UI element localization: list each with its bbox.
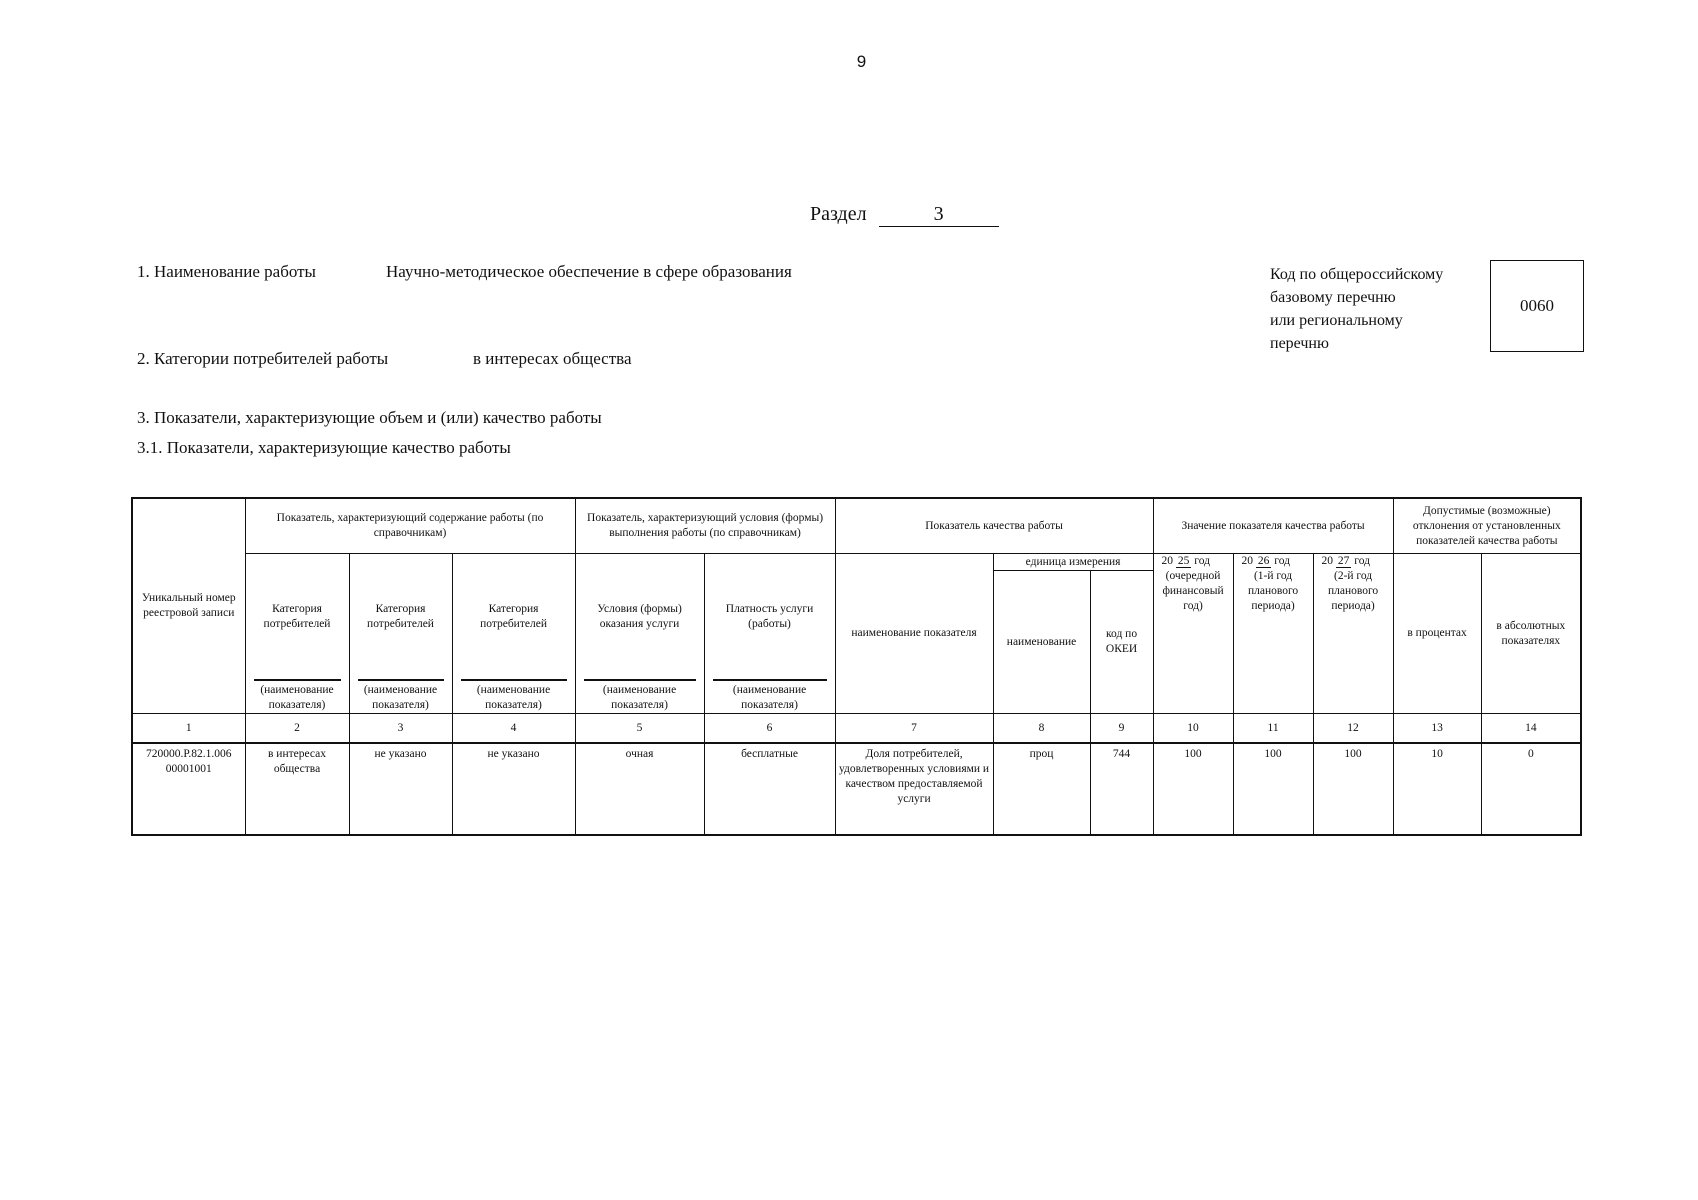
cell-category-2: не указано	[349, 743, 452, 835]
work-name-value: Научно-методическое обеспечение в сфере образования	[386, 262, 792, 281]
category-label: Категория потребителей	[263, 602, 331, 630]
column-number: 9	[1090, 714, 1153, 744]
year-note: (2-й год планового периода)	[1327, 570, 1379, 612]
param-name-caption: (наименование показателя)	[260, 684, 334, 711]
conditions-label: Условия (формы) оказания услуги	[597, 602, 682, 630]
cell-indicator: Доля потребителей, удовлетворенных условиями и качеством предоставляемой услуги	[835, 743, 993, 835]
heading-3: 3. Показатели, характеризующие объем и (или) качество работы	[137, 408, 602, 427]
header-year-1: 20 25 год (очередной финансовый год)	[1153, 554, 1233, 714]
column-number: 14	[1481, 714, 1581, 744]
header-category-1	[245, 554, 349, 714]
year-note: (1-й год планового периода)	[1247, 570, 1299, 612]
cell-payment: бесплатные	[704, 743, 835, 835]
section-title	[810, 203, 999, 227]
column-number: 4	[452, 714, 575, 744]
consumers-label: 2. Категории потребителей работы	[137, 349, 389, 368]
header-year-3: 20 27 год (2-й год планового периода)	[1313, 554, 1393, 714]
header-category-3	[452, 554, 575, 714]
code-label-line: Код по общероссийскому	[1270, 266, 1444, 283]
column-number: 5	[575, 714, 704, 744]
page-number: 9	[856, 52, 867, 71]
code-label	[1270, 263, 1470, 355]
header-payment	[704, 554, 835, 714]
header-deviation-group: Допустимые (возможные) отклонения от установленных показателей качества работы	[1393, 498, 1581, 554]
column-number: 11	[1233, 714, 1313, 744]
year-value: 25	[1177, 555, 1190, 567]
code-label-line: базовому перечню	[1270, 289, 1396, 306]
header-conditions-group: Показатель, характеризующий условия (формы) выполнения работы (по справочникам)	[575, 498, 835, 554]
heading-3-1: 3.1. Показатели, характеризующие качество работы	[137, 438, 511, 457]
code-label-line: или региональному	[1270, 312, 1403, 329]
header-okei: код по ОКЕИ	[1090, 571, 1153, 714]
cell-category-1: в интересах общества	[245, 743, 349, 835]
section-number: 3	[879, 203, 999, 227]
header-content-group: Показатель, характеризующий содержание работы (по справочникам)	[245, 498, 575, 554]
header-unit: единица измерения	[993, 554, 1153, 571]
column-number: 10	[1153, 714, 1233, 744]
param-name-caption: (наименование показателя)	[732, 684, 807, 711]
consumers-value: в интересах общества	[473, 349, 632, 368]
payment-label: Платность услуги (работы)	[725, 602, 814, 630]
year-note: (очередной финансовый год)	[1162, 570, 1224, 612]
cell-conditions: очная	[575, 743, 704, 835]
column-number: 1	[132, 714, 245, 744]
header-value-group: Значение показателя качества работы	[1153, 498, 1393, 554]
cell-value-2025: 100	[1153, 743, 1233, 835]
column-number: 7	[835, 714, 993, 744]
header-quality-group: Показатель качества работы	[835, 498, 1153, 554]
param-name-caption: (наименование показателя)	[476, 684, 551, 711]
section-label: Раздел	[810, 203, 867, 225]
category-label: Категория потребителей	[480, 602, 547, 630]
param-name-caption: (наименование показателя)	[363, 684, 438, 711]
column-number: 8	[993, 714, 1090, 744]
cell-category-3: не указано	[452, 743, 575, 835]
header-indicator-name: наименование показателя	[835, 554, 993, 714]
header-year-2: 20 26 год (1-й год планового периода)	[1233, 554, 1313, 714]
cell-unique-number: 720000.Р.82.1.006 00001001	[132, 743, 245, 835]
column-number: 12	[1313, 714, 1393, 744]
year-value: 26	[1257, 555, 1270, 567]
code-label-line: перечню	[1270, 335, 1329, 352]
cell-dev-percent: 10	[1393, 743, 1481, 835]
cell-value-2026: 100	[1233, 743, 1313, 835]
cell-unit: проц	[993, 743, 1090, 835]
cell-okei: 744	[1090, 743, 1153, 835]
param-name-caption: (наименование показателя)	[602, 684, 677, 711]
header-percent: в процентах	[1393, 554, 1481, 714]
column-number: 2	[245, 714, 349, 744]
cell-value-2027: 100	[1313, 743, 1393, 835]
cell-dev-absolute: 0	[1481, 743, 1581, 835]
column-number: 6	[704, 714, 835, 744]
year-value: 27	[1337, 555, 1350, 567]
work-name-label: 1. Наименование работы	[137, 262, 316, 281]
table-row	[132, 743, 1581, 835]
header-unique-number: Уникальный номер реестровой записи	[132, 498, 245, 714]
category-label: Категория потребителей	[367, 602, 434, 630]
header-conditions	[575, 554, 704, 714]
header-category-2	[349, 554, 452, 714]
column-number: 3	[349, 714, 452, 744]
quality-table	[131, 497, 1582, 836]
header-absolute: в абсолютных показателях	[1481, 554, 1581, 714]
column-number: 13	[1393, 714, 1481, 744]
header-unit-name: наименование	[993, 571, 1090, 714]
code-box: 0060	[1490, 260, 1584, 352]
